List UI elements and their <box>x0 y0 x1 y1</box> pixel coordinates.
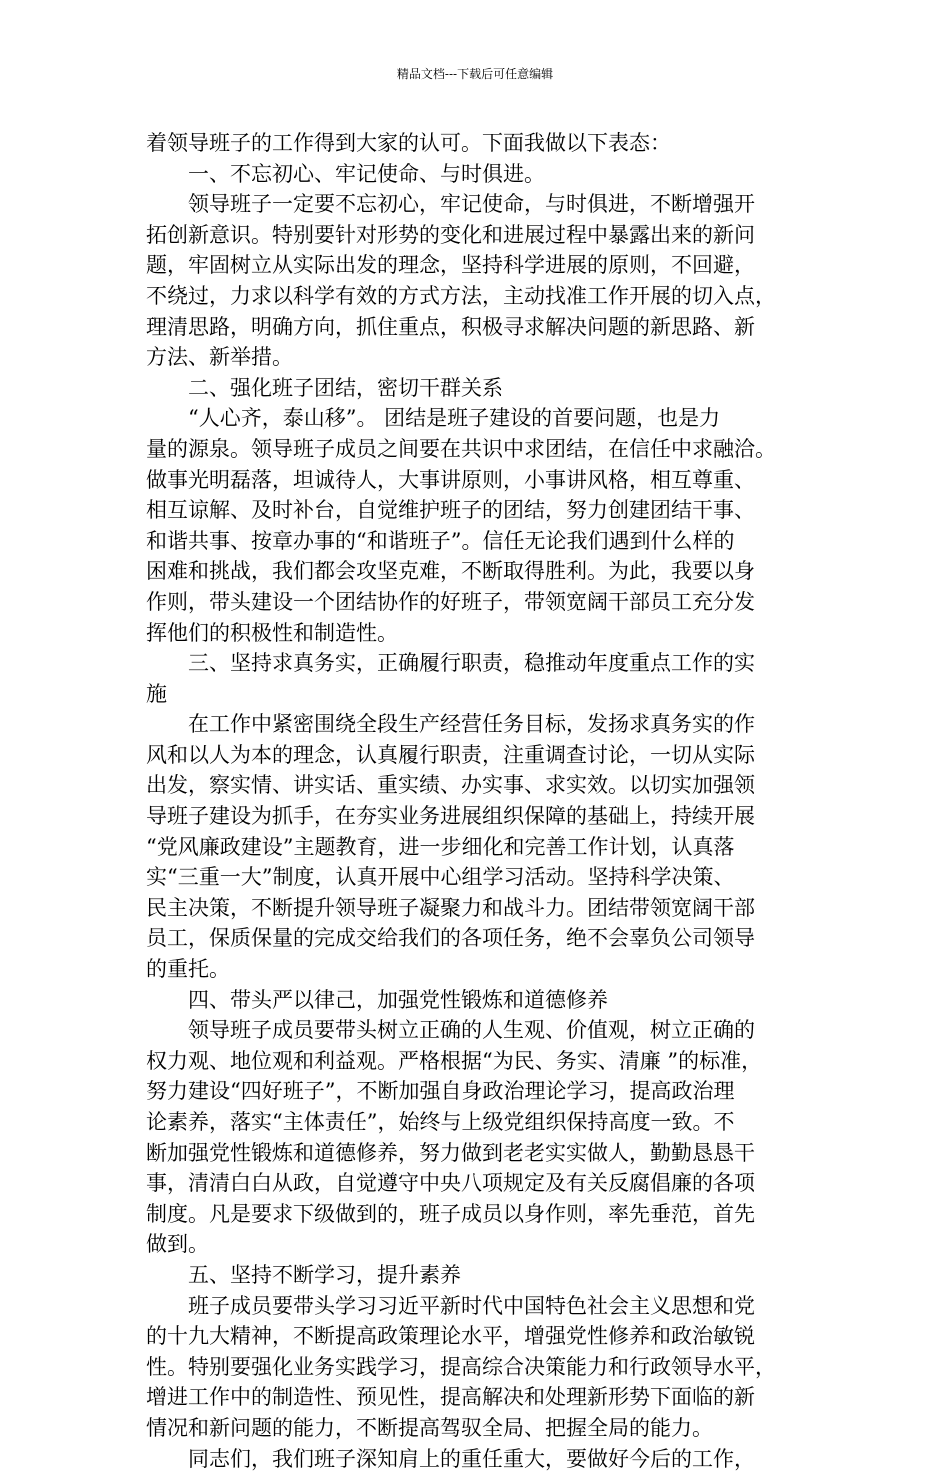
text-line: 做事光明磊落，坦诚待人，大事讲原则，小事讲风格，相互尊重、 <box>146 467 755 492</box>
text-line: 相互谅解、及时补台，自觉维护班子的团结，努力创建团结干事、 <box>146 498 755 523</box>
text-line: 的十九大精神，不断提高政策理论水平，增强党性修养和政治敏锐 <box>146 1324 755 1349</box>
text-line: 一、不忘初心、牢记使命、与时俱进。 <box>188 161 545 186</box>
document-body <box>146 128 810 1474</box>
text-line: 实“三重一大”制度，认真开展中心组学习活动。坚持科学决策、 <box>146 865 735 890</box>
text-line: 情况和新问题的能力，不断提高驾驭全局、把握全局的能力。 <box>146 1415 713 1440</box>
text-line: 做到。 <box>146 1232 209 1257</box>
text-line: 风和以人为本的理念，认真履行职责，注重调查讨论，一切从实际 <box>146 742 755 767</box>
text-line: “党风廉政建设”主题教育，进一步细化和完善工作计划，认真落 <box>146 834 735 859</box>
text-line: 困难和挑战，我们都会攻坚克难，不断取得胜利。为此，我要以身 <box>146 559 755 584</box>
text-line: “人心齐，泰山移”。 团结是班子建设的首要问题，也是力 <box>188 406 721 431</box>
text-line: 领导班子成员要带头树立正确的人生观、价值观，树立正确的 <box>188 1018 755 1043</box>
text-line: 量的源泉。领导班子成员之间要在共识中求团结，在信任中求融洽。 <box>146 436 776 461</box>
text-line: 领导班子一定要不忘初心，牢记使命，与时俱进，不断增强开 <box>188 192 755 217</box>
text-line: 增进工作中的制造性、预见性，提高解决和处理新形势下面临的新 <box>146 1385 755 1410</box>
text-line: 不绕过，力求以科学有效的方式方法，主动找准工作开展的切入点， <box>146 283 776 308</box>
text-line: 题，牢固树立从实际出发的理念，坚持科学进展的原则，不回避， <box>146 253 755 278</box>
text-line: 拓创新意识。特别要针对形势的变化和进展过程中暴露出来的新问 <box>146 222 755 247</box>
text-line: 民主决策，不断提升领导班子凝聚力和战斗力。团结带领宽阔干部 <box>146 895 755 920</box>
text-line: 施 <box>146 681 167 706</box>
text-line: 在工作中紧密围绕全段生产经营任务目标，发扬求真务实的作 <box>188 712 755 737</box>
text-line: 和谐共事、按章办事的“和谐班子”。信任无论我们遇到什么样的 <box>146 528 735 553</box>
text-line: 导班子建设为抓手，在夯实业务进展组织保障的基础上，持续开展 <box>146 804 755 829</box>
text-line: 四、带头严以律己，加强党性锻炼和道德修养 <box>188 987 608 1012</box>
text-line: 员工，保质保量的完成交给我们的各项任务，绝不会辜负公司领导 <box>146 926 755 951</box>
text-line: 挥他们的积极性和制造性。 <box>146 620 398 645</box>
text-line: 性。特别要强化业务实践学习，提高综合决策能力和行政领导水平， <box>146 1354 776 1379</box>
text-line: 理清思路，明确方向，抓住重点，积极寻求解决问题的新思路、新 <box>146 314 755 339</box>
text-line: 制度。凡是要求下级做到的，班子成员以身作则，率先垂范，首先 <box>146 1201 755 1226</box>
text-line: 着领导班子的工作得到大家的认可。下面我做以下表态： <box>146 131 671 155</box>
text-line: 班子成员要带头学习习近平新时代中国特色社会主义思想和党 <box>188 1293 755 1318</box>
text-line: 论素养，落实“主体责任”，始终与上级党组织保持高度一致。不 <box>146 1110 735 1134</box>
text-line: 出发，察实情、讲实话、重实绩、办实事、求实效。以切实加强领 <box>146 773 755 798</box>
text-line: 作则，带头建设一个团结协作的好班子，带领宽阔干部员工充分发 <box>146 589 755 614</box>
text-line: 同志们，我们班子深知肩上的重任重大，要做好今后的工作， <box>188 1446 755 1471</box>
text-line: 权力观、地位观和利益观。严格根据“为民、务实、清廉 ”的标准， <box>146 1048 763 1073</box>
text-line: 努力建设“四好班子”，不断加强自身政治理论学习，提高政治理 <box>146 1079 735 1104</box>
text-line: 事，清清白白从政，自觉遵守中央八项规定及有关反腐倡廉的各项 <box>146 1171 755 1196</box>
text-line: 五、坚持不断学习，提升素养 <box>188 1262 461 1287</box>
text-line: 的重托。 <box>146 957 230 982</box>
text-line: 三、坚持求真务实，正确履行职责，稳推动年度重点工作的实 <box>188 651 755 676</box>
text-line: 方法、新举措。 <box>146 345 293 370</box>
page-header: 精品文档---下载后可任意编辑 <box>396 67 554 81</box>
text-line: 二、强化班子团结，密切干群关系 <box>188 375 503 400</box>
text-line: 断加强党性锻炼和道德修养，努力做到老老实实做人，勤勤恳恳干 <box>146 1140 755 1165</box>
